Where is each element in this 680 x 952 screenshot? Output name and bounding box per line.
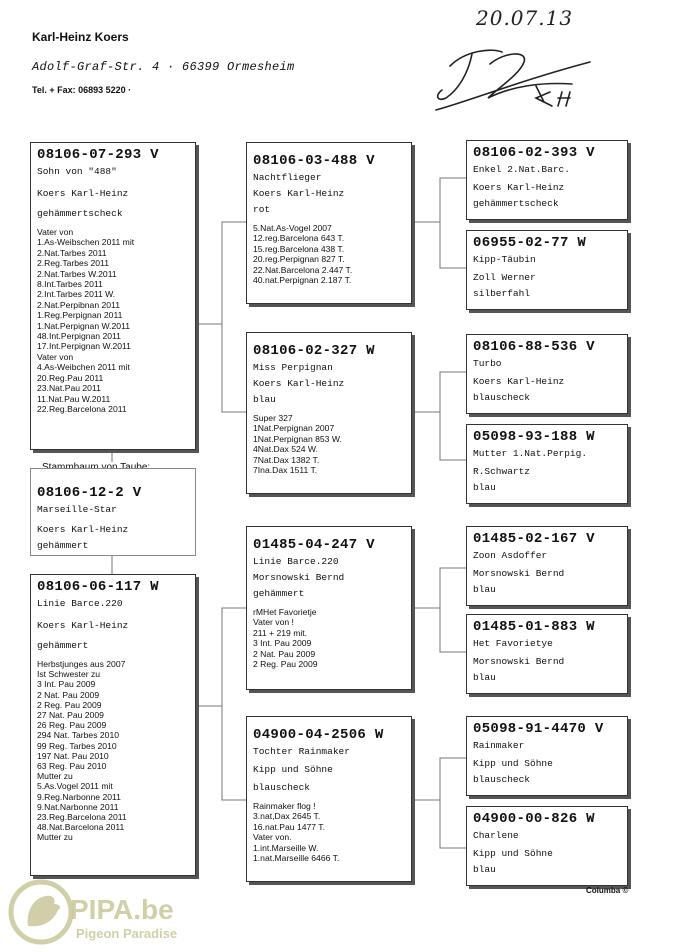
- ggp-name: Mutter 1.Nat.Perpig.: [473, 448, 588, 459]
- sire-dam-card[interactable]: [246, 332, 412, 494]
- subject-name: Marseille-Star: [37, 504, 117, 515]
- sire-dam-note: 4Nat.Dax 524 W.: [253, 444, 318, 455]
- sire-sire-note: 22.Nat.Barcelona 2.447 T.: [253, 264, 353, 275]
- dam-sire-owner: Morsnowski Bernd: [253, 572, 345, 583]
- subject-ring-number: 08106-12-2 V: [37, 485, 142, 501]
- dam-sire-note: Vater von !: [253, 617, 294, 628]
- dam-dam-note: 1.int.Marseille W.: [253, 842, 319, 853]
- ggp-ring-number: 08106-02-393 V: [473, 145, 595, 161]
- ggp-color: blau: [473, 672, 496, 683]
- ggp-name: Rainmaker: [473, 740, 525, 751]
- ggp-color: gehämmertscheck: [473, 198, 559, 209]
- great-grandparent-card[interactable]: [466, 526, 628, 606]
- ggp-ring-number: 01485-02-167 V: [473, 531, 595, 547]
- ggp-owner: Morsnowski Bernd: [473, 656, 565, 667]
- sire-owner: Koers Karl-Heinz: [37, 188, 129, 199]
- sire-note: Vater von: [37, 227, 74, 237]
- dam-notes: [37, 659, 189, 843]
- ggp-ring-number: 05098-91-4470 V: [473, 721, 604, 737]
- sire-sire-note: 5.Nat.As-Vogel 2007: [253, 223, 332, 233]
- dam-note: Mutter zu: [37, 832, 73, 843]
- dam-sire-note: rMHet Favorietje: [253, 607, 317, 617]
- dam-note: Ist Schwester zu: [37, 669, 101, 680]
- sire-sire-ring-number: 08106-03-488 V: [253, 153, 375, 169]
- dam-owner: Koers Karl-Heinz: [37, 620, 129, 631]
- dam-sire-card[interactable]: [246, 526, 412, 690]
- dam-note: 3 Int. Pau 2009: [37, 679, 96, 690]
- ggp-name: Turbo: [473, 358, 502, 369]
- ggp-color: blau: [473, 864, 496, 875]
- owner-name: Karl-Heinz Koers: [32, 30, 129, 44]
- dam-dam-note: 16.nat.Pau 1477 T.: [253, 821, 325, 832]
- sire-sire-notes: [253, 223, 405, 285]
- great-grandparent-card[interactable]: [466, 230, 628, 310]
- dam-ring-number: 08106-06-117 W: [37, 579, 159, 595]
- sire-dam-note: 1Nat.Perpignan 853 W.: [253, 433, 342, 444]
- sire-dam-name: Miss Perpignan: [253, 362, 333, 373]
- sire-dam-notes: [253, 413, 405, 475]
- ggp-owner: Koers Karl-Heinz: [473, 376, 565, 387]
- ggp-owner: Morsnowski Bernd: [473, 568, 565, 579]
- ggp-ring-number: 06955-02-77 W: [473, 235, 587, 251]
- sire-note: 4.As-Weibchen 2011 mit: [37, 362, 130, 373]
- sire-dam-color: blau: [253, 394, 276, 405]
- dam-sire-note: 2 Nat. Pau 2009: [253, 648, 316, 659]
- great-grandparent-card[interactable]: [466, 424, 628, 504]
- dam-color: gehämmert: [37, 640, 89, 651]
- dam-note: 9.Nat.Narbonne 2011: [37, 801, 119, 812]
- subject-card[interactable]: [30, 468, 196, 556]
- sire-sire-name: Nachtflieger: [253, 172, 322, 183]
- sire-note: 2.Nat.Tarbes 2011: [37, 247, 107, 258]
- sire-note: 2.Int.Tarbes 2011 W.: [37, 289, 116, 300]
- dam-card[interactable]: [30, 574, 196, 876]
- sire-sire-color: rot: [253, 204, 271, 215]
- ggp-ring-number: 08106-88-536 V: [473, 339, 595, 355]
- ggp-color: blauscheck: [473, 392, 531, 403]
- dam-note: 5.As.Vogel 2011 mit: [37, 781, 113, 792]
- dam-dam-color: blauscheck: [253, 782, 311, 793]
- dam-note: 63 Reg. Pau 2010: [37, 761, 107, 772]
- sire-notes: [37, 227, 189, 414]
- sire-name: Sohn von "488": [37, 166, 117, 177]
- ggp-owner: Kipp und Söhne: [473, 758, 553, 769]
- ggp-ring-number: 04900-00-826 W: [473, 811, 595, 827]
- dam-dam-ring-number: 04900-04-2506 W: [253, 727, 384, 743]
- dam-note: Mutter zu: [37, 771, 73, 782]
- dam-sire-note: 3 Int. Pau 2009: [253, 638, 312, 649]
- sire-note: 17.Int.Perpignan W.2011: [37, 341, 131, 352]
- ggp-name: Enkel 2.Nat.Barc.: [473, 164, 570, 175]
- sire-note: 8.Int.Tarbes 2011: [37, 279, 103, 290]
- sire-card[interactable]: [30, 142, 196, 450]
- watermark-subtitle: Pigeon Paradise: [76, 926, 178, 941]
- sire-note: 20.Reg.Pau 2011: [37, 372, 104, 383]
- great-grandparent-card[interactable]: [466, 140, 628, 220]
- ggp-owner: R.Schwartz: [473, 466, 531, 477]
- ggp-name: Charlene: [473, 830, 519, 841]
- great-grandparent-card[interactable]: [466, 806, 628, 886]
- ggp-color: silberfahl: [473, 288, 531, 299]
- great-grandparent-card[interactable]: [466, 334, 628, 414]
- owner-tel-fax: Tel. + Fax: 06893 5220 ·: [32, 85, 132, 95]
- dam-note: 197 Nat. Pau 2010: [37, 750, 109, 761]
- dam-note: 26 Reg. Pau 2009: [37, 720, 107, 731]
- dam-dam-card[interactable]: [246, 716, 412, 882]
- sire-ring-number: 08106-07-293 V: [37, 147, 159, 163]
- sire-note: 11.Nat.Pau W.2011: [37, 393, 111, 404]
- subject-owner: Koers Karl-Heinz: [37, 524, 129, 535]
- sire-note: 23.Nat.Pau 2011: [37, 383, 101, 394]
- dam-dam-name: Tochter Rainmaker: [253, 746, 350, 757]
- dam-dam-note: 3.nat,Dax 2645 T.: [253, 811, 321, 822]
- sire-dam-ring-number: 08106-02-327 W: [253, 343, 375, 359]
- sire-note: 1.Reg.Perpignan 2011: [37, 310, 123, 321]
- dam-sire-color: gehämmert: [253, 588, 305, 599]
- great-grandparent-card[interactable]: [466, 716, 628, 796]
- sire-note: Vater von: [37, 351, 74, 362]
- dam-dam-note: 1.nat.Marseille 6466 T.: [253, 853, 340, 864]
- sire-dam-note: 1Nat.Perpignan 2007: [253, 423, 335, 434]
- ggp-ring-number: 05098-93-188 W: [473, 429, 595, 445]
- dam-dam-note: Rainmaker flog !: [253, 801, 316, 811]
- handwritten-date: 20.07.13: [476, 6, 574, 30]
- dam-note: 2 Reg. Pau 2009: [37, 699, 102, 710]
- sire-note: 2.Nat.Perpibnan 2011: [37, 299, 120, 310]
- dam-sire-name: Linie Barce.220: [253, 556, 339, 567]
- dam-note: 23.Reg.Barcelona 2011: [37, 812, 127, 823]
- owner-address: Adolf-Graf-Str. 4 · 66399 Ormesheim: [32, 60, 295, 74]
- dam-note: 27 Nat. Pau 2009: [37, 710, 104, 721]
- sire-note: 1.Nat.Perpignan W.2011: [37, 320, 130, 331]
- ggp-color: blau: [473, 482, 496, 493]
- sire-sire-card[interactable]: [246, 142, 412, 304]
- ggp-owner: Zoll Werner: [473, 272, 536, 283]
- dam-sire-notes: [253, 607, 405, 669]
- dam-dam-notes: [253, 801, 405, 863]
- sire-sire-note: 15.reg.Barcelona 438 T.: [253, 243, 345, 254]
- great-grandparent-card[interactable]: [466, 614, 628, 694]
- ggp-name: Kipp-Täubin: [473, 254, 536, 265]
- ggp-ring-number: 01485-01-883 W: [473, 619, 595, 635]
- subject-color: gehämmert: [37, 540, 89, 551]
- ggp-color: blauscheck: [473, 774, 531, 785]
- dam-note: 2 Nat. Pau 2009: [37, 689, 100, 700]
- sire-dam-note: Super 327: [253, 413, 293, 423]
- dam-dam-note: Vater von.: [253, 832, 292, 843]
- dam-note: 99 Reg. Tarbes 2010: [37, 740, 117, 751]
- ggp-color: blau: [473, 584, 496, 595]
- dam-note: 294 Nat. Tarbes 2010: [37, 730, 120, 741]
- sire-sire-note: 20.reg.Perpignan 827 T.: [253, 254, 345, 265]
- ggp-name: Zoon Asdoffer: [473, 550, 548, 561]
- dam-sire-note: 211 + 219 mit.: [253, 627, 308, 638]
- sire-dam-note: 7Nat.Dax 1382 T.: [253, 454, 320, 465]
- sire-sire-owner: Koers Karl-Heinz: [253, 188, 345, 199]
- sire-note: 2.Nat.Tarbes W.2011: [37, 268, 117, 279]
- dam-dam-owner: Kipp und Söhne: [253, 764, 333, 775]
- sire-sire-note: 40.nat.Perpignan 2.187 T.: [253, 275, 352, 286]
- sire-dam-owner: Koers Karl-Heinz: [253, 378, 345, 389]
- ggp-owner: Kipp und Söhne: [473, 848, 553, 859]
- dam-name: Linie Barce.220: [37, 598, 123, 609]
- handwritten-signature: [432, 40, 602, 120]
- columba-software-label: Columba ©: [586, 886, 629, 895]
- dam-note: Herbstjunges aus 2007: [37, 659, 126, 669]
- ggp-owner: Koers Karl-Heinz: [473, 182, 565, 193]
- dam-note: 48.Nat.Barcelona 2011: [37, 822, 125, 833]
- watermark-title: PIPA.be: [70, 894, 174, 925]
- dam-note: 9.Reg.Narbonne 2011: [37, 791, 121, 802]
- dam-sire-ring-number: 01485-04-247 V: [253, 537, 375, 553]
- sire-sire-note: 12.reg.Barcelona 643 T.: [253, 233, 345, 244]
- sire-note: 1.As-Weibschen 2011 mit: [37, 237, 135, 248]
- sire-note: 2.Reg.Tarbes 2011: [37, 258, 109, 269]
- sire-color: gehämmertscheck: [37, 208, 123, 219]
- sire-note: 22.Reg.Barcelona 2011: [37, 403, 127, 414]
- sire-note: 48.Int.Perpignan 2011: [37, 331, 121, 342]
- ggp-name: Het Favorietye: [473, 638, 553, 649]
- dam-sire-note: 2 Reg. Pau 2009: [253, 659, 318, 670]
- pigeon-logo-icon: [8, 874, 74, 946]
- sire-dam-note: 7Ina.Dax 1511 T.: [253, 465, 318, 476]
